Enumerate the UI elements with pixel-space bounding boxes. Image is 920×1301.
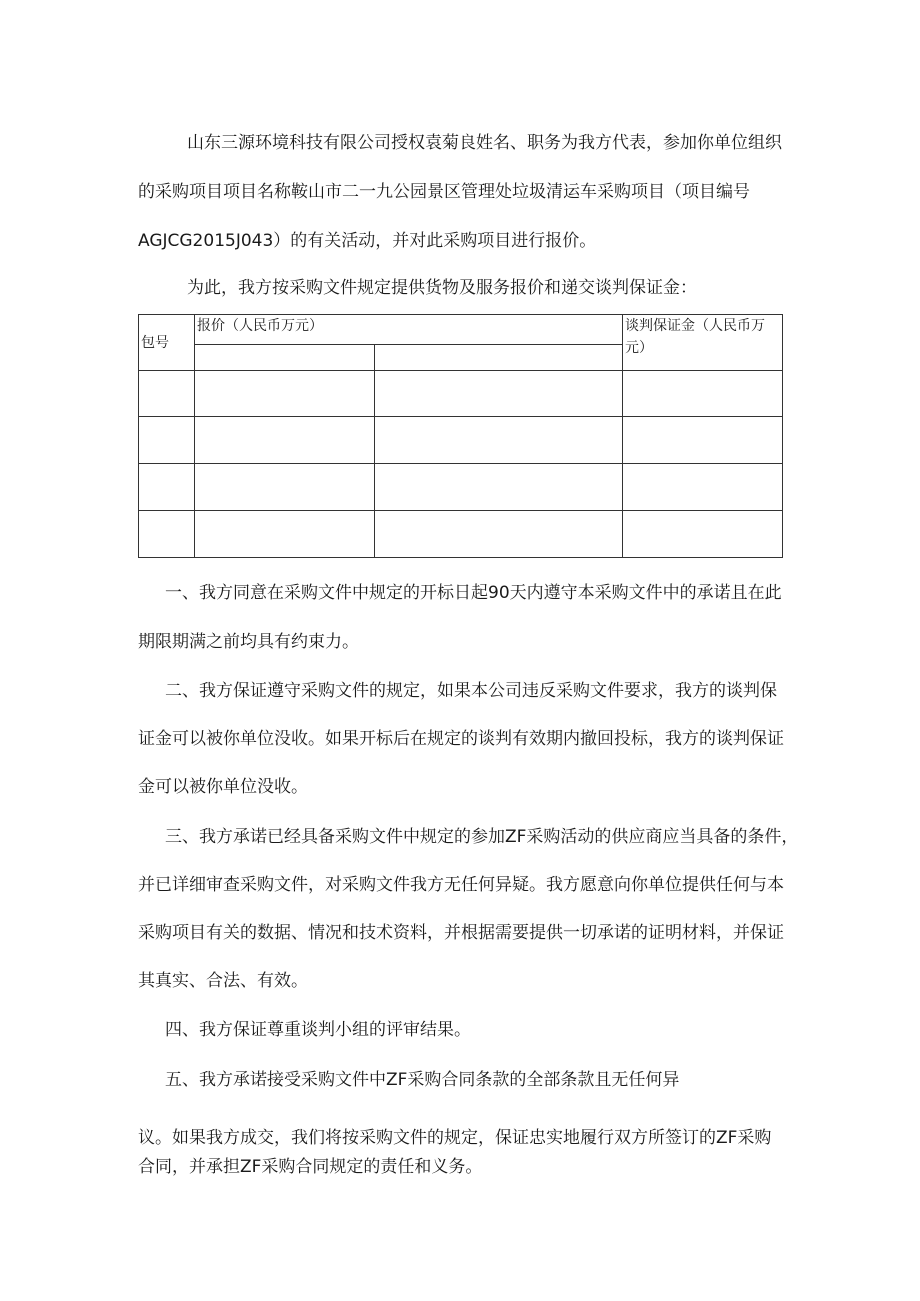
clause-3-line-2: 并已详细审查采购文件，对采购文件我方无任何异疑。我方愿意向你单位提供任何与本 — [138, 875, 784, 895]
clause-1-line-2: 期限期满之前均具有约束力。 — [138, 632, 359, 652]
header-price: 报价（人民币万元） — [195, 315, 623, 345]
clause-3-line-3: 采购项目有关的数据、情况和技术资料，并根据需要提供一切承诺的证明材料，并保证 — [138, 923, 784, 943]
quote-intro-paragraph: 为此，我方按采购文件规定提供货物及服务报价和递交谈判保证金： — [187, 278, 697, 298]
clause-2-line-1: 二、我方保证遵守采购文件的规定，如果本公司违反采购文件要求，我方的谈判保 — [165, 681, 777, 701]
clause-3-line-1: 三、我方承诺已经具备采购文件中规定的参加ZF采购活动的供应商应当具备的条件， — [165, 827, 799, 847]
intro-line-1: 山东三源环境科技有限公司授权袁菊良姓名、职务为我方代表，参加你单位组织 — [187, 133, 782, 153]
clause-2-line-3: 金可以被你单位没收。 — [138, 777, 308, 797]
quote-table — [138, 314, 783, 558]
clause-5-line-2: 议。如果我方成交，我们将按采购文件的规定，保证忠实地履行双方所签订的ZF采购 — [138, 1128, 772, 1148]
clause-5-line-3: 合同，并承担ZF采购合同规定的责任和义务。 — [138, 1157, 483, 1177]
clause-3-line-4: 其真实、合法、有效。 — [138, 971, 308, 991]
clause-4-line-1: 四、我方保证尊重谈判小组的评审结果。 — [165, 1020, 471, 1040]
table-row — [139, 417, 783, 464]
header-deposit: 谈判保证金（人民币万 元） — [623, 315, 783, 371]
table-row — [139, 464, 783, 511]
table-row — [139, 371, 783, 417]
clause-5-line-1: 五、我方承诺接受采购文件中ZF采购合同条款的全部条款且无任何异 — [165, 1070, 680, 1090]
intro-line-3: AGJCG2015J043）的有关活动，并对此采购项目进行报价。 — [138, 231, 597, 251]
table-row — [139, 511, 783, 558]
header-price-sub-2 — [375, 345, 623, 371]
clause-2-line-2: 证金可以被你单位没收。如果开标后在规定的谈判有效期内撤回投标，我方的谈判保证 — [138, 729, 784, 749]
header-price-sub-1 — [195, 345, 375, 371]
clause-1-line-1: 一、我方同意在采购文件中规定的开标日起90天内遵守本采购文件中的承诺且在此 — [165, 583, 782, 603]
header-package-no: 包号 — [139, 315, 195, 371]
intro-line-2: 的采购项目项目名称鞍山市二一九公园景区管理处垃圾清运车采购项目（项目编号 — [138, 182, 750, 202]
